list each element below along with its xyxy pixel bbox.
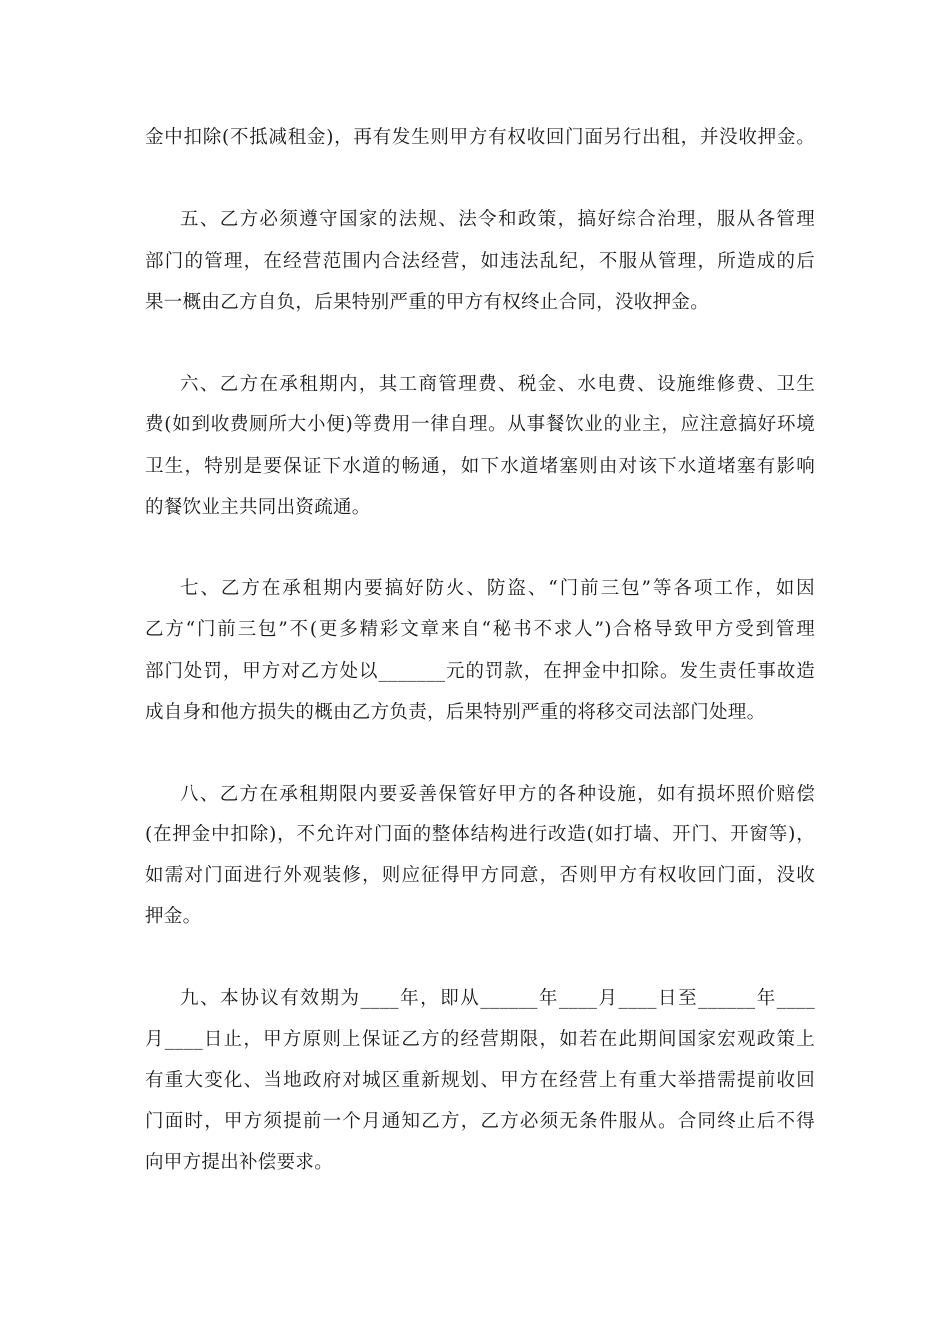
- clause-5-line-2: 部门的管理，在经营范围内合法经营，如违法乱纪，不服从管理，所造成的后: [145, 251, 815, 272]
- clause-7-line-4: 成自身和他方损失的概由乙方负责，后果特别严重的将移交司法部门处理。: [145, 702, 766, 723]
- clause-7-line-2: 乙方“门前三包”不(更多精彩文章来自“秘书不求人”)合格导致甲方受到管理: [145, 619, 815, 640]
- paragraph-4-end-line: 金中扣除(不抵减租金)，再有发生则甲方有权收回门面另行出租，并没收押金。: [145, 127, 815, 148]
- clause-8-line-4: 押金。: [145, 906, 202, 927]
- clause-5-line-1: 五、乙方必须遵守国家的法规、法令和政策，搞好综合治理，服从各管理: [180, 209, 815, 230]
- clause-6-line-1: 六、乙方在承租期内，其工商管理费、税金、水电费、设施维修费、卫生: [180, 374, 815, 395]
- clause-8-line-1: 八、乙方在承租期限内要妥善保管好甲方的各种设施，如有损坏照价赔偿: [180, 784, 815, 805]
- clause-6-line-2: 费(如到收费厕所大小便)等费用一律自理。从事餐饮业的业主，应注意搞好环境: [145, 414, 815, 435]
- clause-9-line-4: 门面时，甲方须提前一个月通知乙方，乙方必须无条件服从。合同终止后不得: [145, 1111, 815, 1132]
- clause-9-line-1: 九、本协议有效期为____年，即从______年____月____日至______年____: [180, 988, 815, 1009]
- clause-9-line-5: 向甲方提出补偿要求。: [145, 1152, 334, 1173]
- clause-8-line-2: (在押金中扣除)，不允许对门面的整体结构进行改造(如打墙、开门、开窗等)，: [145, 824, 815, 845]
- clause-9-line-3: 有重大变化、当地政府对城区重新规划、甲方在经营上有重大举措需提前收回: [145, 1070, 815, 1091]
- clause-8-line-3: 如需对门面进行外观装修，则应征得甲方同意，否则甲方有权收回门面，没收: [145, 865, 815, 886]
- clause-7-line-3: 部门处罚，甲方对乙方处以_______元的罚款，在押金中扣除。发生责任事故造: [145, 661, 815, 682]
- clause-6-line-3: 卫生，特别是要保证下水道的畅通，如下水道堵塞则由对该下水道堵塞有影响: [145, 456, 815, 477]
- clause-5-line-3: 果一概由乙方自负，后果特别严重的甲方有权终止合同，没收押金。: [145, 292, 710, 313]
- clause-7-line-1: 七、乙方在承租期内要搞好防火、防盗、“门前三包”等各项工作，如因: [180, 578, 815, 599]
- clause-6-line-4: 的餐饮业主共同出资疏通。: [145, 497, 371, 518]
- clause-9-line-2: 月____日止，甲方原则上保证乙方的经营期限，如若在此期间国家宏观政策上: [145, 1029, 815, 1050]
